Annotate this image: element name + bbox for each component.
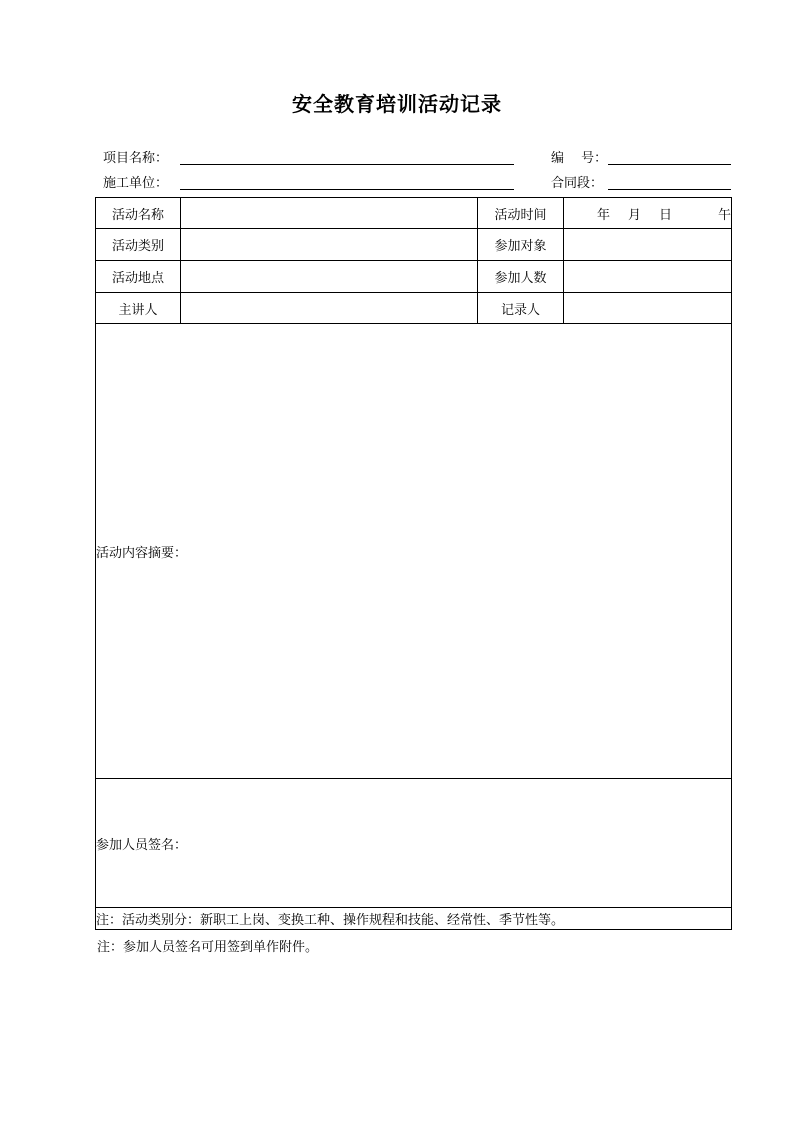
- activity-time-field[interactable]: [564, 198, 732, 229]
- page-title: 安全教育培训活动记录: [292, 92, 502, 116]
- table-row: [96, 324, 732, 779]
- table-row: [96, 198, 732, 229]
- activity-location-label: 活动地点: [96, 261, 181, 293]
- recorder-field[interactable]: [564, 293, 732, 324]
- activity-type-field[interactable]: [181, 229, 478, 261]
- footnote: 注：参加人员签名可用签到单作附件。: [97, 940, 319, 955]
- table-row: [96, 261, 732, 293]
- table-row: [96, 908, 732, 930]
- signatures-area[interactable]: [96, 779, 732, 908]
- table-row: [96, 779, 732, 908]
- date-month: 月: [627, 207, 641, 223]
- date-noon: 午: [717, 207, 731, 223]
- project-name-label: 项目名称：: [103, 151, 169, 166]
- number-field[interactable]: [608, 164, 731, 165]
- construction-unit-label: 施工单位：: [103, 176, 169, 191]
- number-label: 编 号：: [551, 151, 608, 166]
- contract-section-label: 合同段：: [551, 176, 604, 191]
- speaker-label: 主讲人: [96, 293, 181, 324]
- speaker-field[interactable]: [181, 293, 478, 324]
- participant-count-label: 参加人数: [478, 261, 564, 293]
- activity-type-note: 注：活动类别分：新职工上岗、变换工种、操作规程和技能、经常性、季节性等。: [96, 908, 732, 930]
- activity-name-label: 活动名称: [96, 198, 181, 229]
- record-form-table: [95, 197, 732, 930]
- participant-count-field[interactable]: [564, 261, 732, 293]
- construction-unit-field[interactable]: [180, 189, 514, 190]
- activity-location-field[interactable]: [181, 261, 478, 293]
- activity-time-label: 活动时间: [478, 198, 564, 229]
- date-day: 日: [658, 207, 672, 223]
- participants-label: 参加对象: [478, 229, 564, 261]
- date-year: 年: [596, 207, 610, 223]
- summary-area[interactable]: [96, 324, 732, 779]
- table-row: [96, 229, 732, 261]
- activity-name-field[interactable]: [181, 198, 478, 229]
- activity-type-label: 活动类别: [96, 229, 181, 261]
- signatures-label: 参加人员签名：: [96, 837, 188, 853]
- participants-field[interactable]: [564, 229, 732, 261]
- recorder-label: 记录人: [478, 293, 564, 324]
- project-name-field[interactable]: [180, 164, 514, 165]
- contract-section-field[interactable]: [608, 189, 731, 190]
- table-row: [96, 293, 732, 324]
- summary-label: 活动内容摘要：: [96, 545, 188, 561]
